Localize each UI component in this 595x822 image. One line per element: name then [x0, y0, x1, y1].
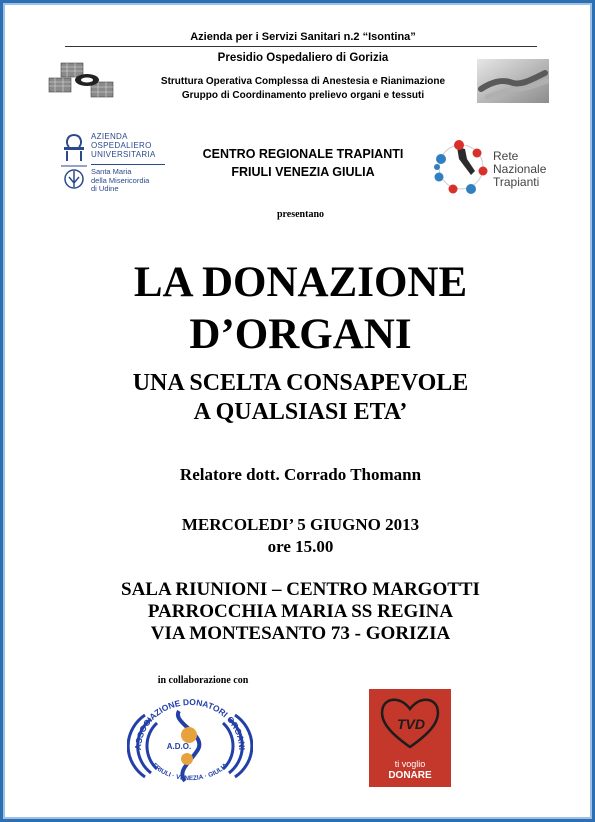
- tvd-mark: TVD: [397, 716, 425, 732]
- hospital-name-line3: UNIVERSITARIA: [91, 150, 156, 159]
- header-struttura-text: Struttura Operativa Complessa di Anestesia e Rianimazione: [160, 76, 446, 87]
- event-subtitle-line1: UNA SCELTA CONSAPEVOLE: [132, 370, 469, 396]
- header-line-struttura: [138, 75, 468, 103]
- hospital-subname-line3: di Udine: [91, 184, 119, 193]
- header-divider: [65, 46, 537, 47]
- network-name-line3: Trapianti: [493, 175, 540, 189]
- ado-arc-text: ASSOCIAZIONE DONATORI ORGANI: [132, 696, 248, 751]
- italy-network-icon: [431, 137, 491, 199]
- hospital-name-line2: OSPEDALIERO: [91, 141, 152, 150]
- transplant-centre-name: CENTRO REGIONALE TRAPIANTI: [202, 147, 404, 161]
- hospital-subname: [91, 168, 149, 194]
- ado-acronym: A.D.O.: [166, 742, 192, 751]
- header-line-presidio: Presidio Ospedaliero di Gorizia: [217, 52, 389, 64]
- venue-line2: PARROCCHIA MARIA SS REGINA: [147, 601, 454, 622]
- hospital-name: [91, 132, 156, 159]
- header-gruppo-text: Gruppo di Coordinamento prelievo organi e tessuti: [181, 90, 425, 101]
- ado-association-logo: [127, 691, 253, 787]
- event-day: MERCOLEDI’ 5 GIUGNO 2013: [181, 515, 420, 534]
- hospital-subname-line1: Santa Maria: [91, 167, 132, 176]
- hospital-subname-line2: della Misericordia: [91, 175, 150, 185]
- ado-region-text: FRIULI · VENEZIA · GIULIA: [150, 762, 230, 783]
- network-name-line1: Rete: [493, 149, 519, 163]
- event-title-line1: LA DONAZIONE: [133, 259, 468, 306]
- heart-icon: [377, 695, 443, 751]
- hospital-network-logo: [47, 60, 125, 102]
- venue-line3: VIA MONTESANTO 73 - GORIZIA: [150, 623, 451, 644]
- venue-line1: SALA RIUNIONI – CENTRO MARGOTTI: [121, 579, 480, 600]
- event-title-line2: D’ORGANI: [189, 311, 412, 358]
- event-venue: [23, 579, 578, 645]
- hospital-name-line1: AZIENDA: [91, 132, 128, 141]
- collaboration-label: in collaborazione con: [157, 675, 249, 686]
- hands-photo: [477, 59, 549, 103]
- network-name-line2: Nazionale: [493, 162, 547, 176]
- event-subtitle-line2: A QUALSIASI ETA’: [193, 399, 408, 425]
- ti-voglio-donare-logo: [369, 689, 451, 787]
- presenting-label: presentano: [276, 209, 325, 220]
- hospital-udine-logo: [59, 131, 169, 197]
- event-time: ore 15.00: [267, 537, 334, 556]
- tvd-line1: ti voglio: [394, 759, 426, 769]
- hospital-emblem-icon: [59, 131, 89, 197]
- event-date: [23, 514, 578, 558]
- hospital-logo-divider: [91, 164, 165, 165]
- transplant-centre: [173, 145, 433, 181]
- transplant-centre-region: FRIULI VENEZIA GIULIA: [231, 165, 375, 179]
- national-transplant-network-logo: [431, 137, 561, 199]
- tvd-line2: DONARE: [388, 770, 432, 781]
- header-line-asl: Azienda per i Servizi Sanitari n.2 “Isontina”: [190, 31, 416, 43]
- speaker: Relatore dott. Corrado Thomann: [179, 465, 422, 484]
- network-name: [493, 150, 546, 189]
